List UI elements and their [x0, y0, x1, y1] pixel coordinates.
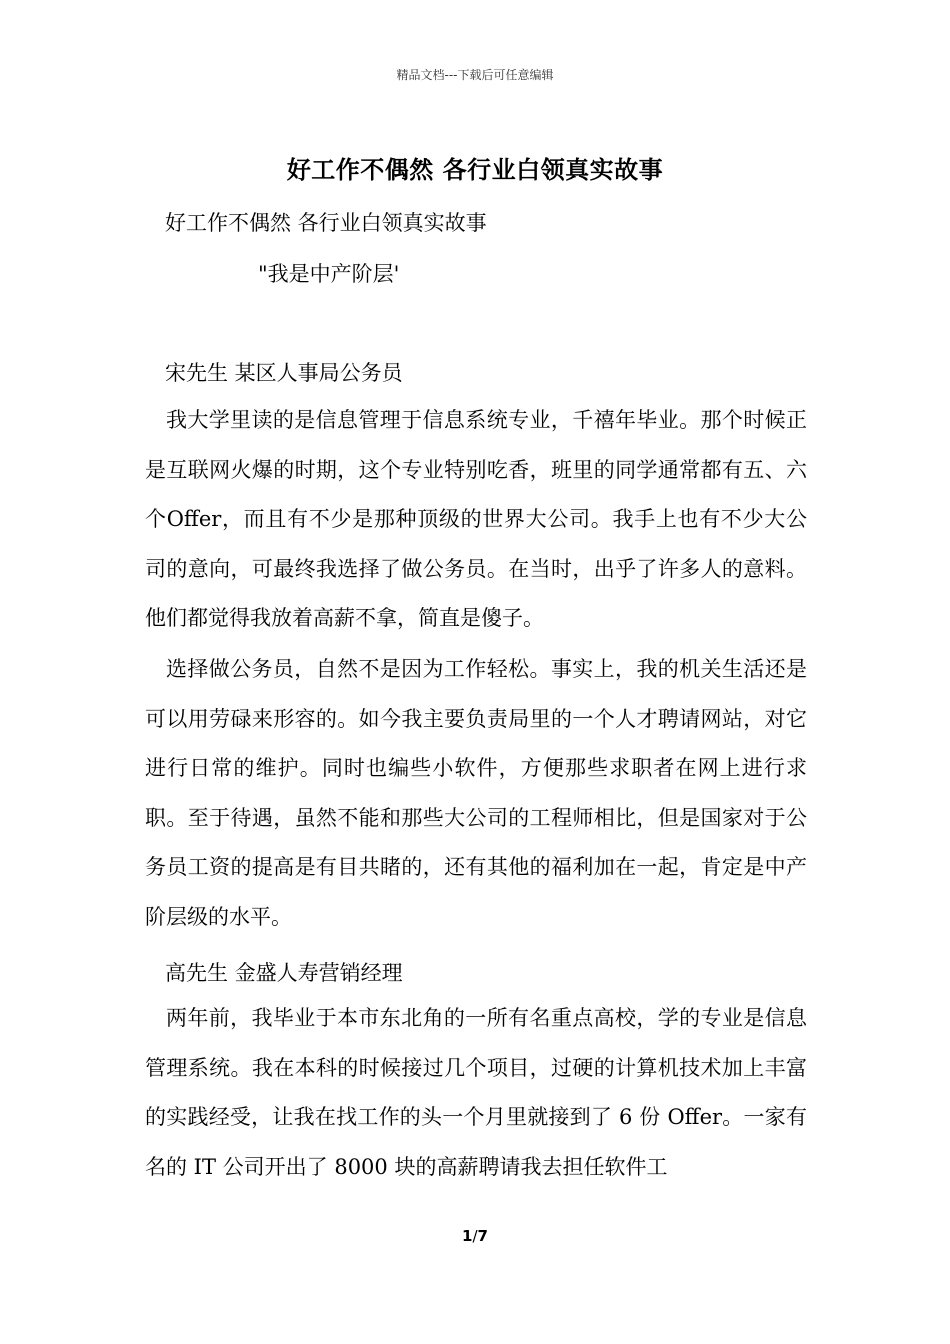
page-number	[0, 1227, 950, 1245]
paragraph-gao-1: 两年前，我毕业于本市东北角的一所有名重点高校，学的专业是信息管理系统。我在本科的时候接过几个项目，过硬的计算机技术加上丰富的实践经受，让我在找工作的头一个月里就接到了 6 份 Offer。一家有名的 IT 公司开出了 8000 块的高薪聘请我去担任软件工	[145, 1006, 807, 1179]
page-header: 精品文档---下载后可任意编辑	[396, 68, 554, 82]
section-heading-gao: 高先生 金盛人寿营销经理	[165, 961, 403, 985]
section-heading-song: 宋先生 某区人事局公务员	[165, 361, 403, 385]
page-current: 1	[462, 1227, 473, 1245]
page-separator: /	[472, 1227, 478, 1245]
quote-line: "我是中产阶层'	[258, 262, 400, 286]
document-title: 好工作不偶然 各行业白领真实故事	[286, 155, 664, 184]
document-subtitle: 好工作不偶然 各行业白领真实故事	[165, 211, 487, 235]
paragraph-song-1: 我大学里读的是信息管理于信息系统专业，千禧年毕业。那个时候正是互联网火爆的时期，这个专业特别吃香，班里的同学通常都有五、六个Offer，而且有不少是那种顶级的世界大公司。我手上也有不少大公司的意向，可最终我选择了做公务员。在当时，出乎了许多人的意料。他们都觉得我放着高薪不拿，简直是傻子。	[145, 408, 807, 630]
page-total: 7	[477, 1227, 488, 1245]
paragraph-song-2: 选择做公务员，自然不是因为工作轻松。事实上，我的机关生活还是可以用劳碌来形容的。如今我主要负责局里的一个人才聘请网站，对它进行日常的维护。同时也编些小软件，方便那些求职者在网上进行求职。至于待遇，虽然不能和那些大公司的工程师相比，但是国家对于公务员工资的提高是有目共睹的，还有其他的福利加在一起，肯定是中产阶层级的水平。	[145, 657, 807, 929]
